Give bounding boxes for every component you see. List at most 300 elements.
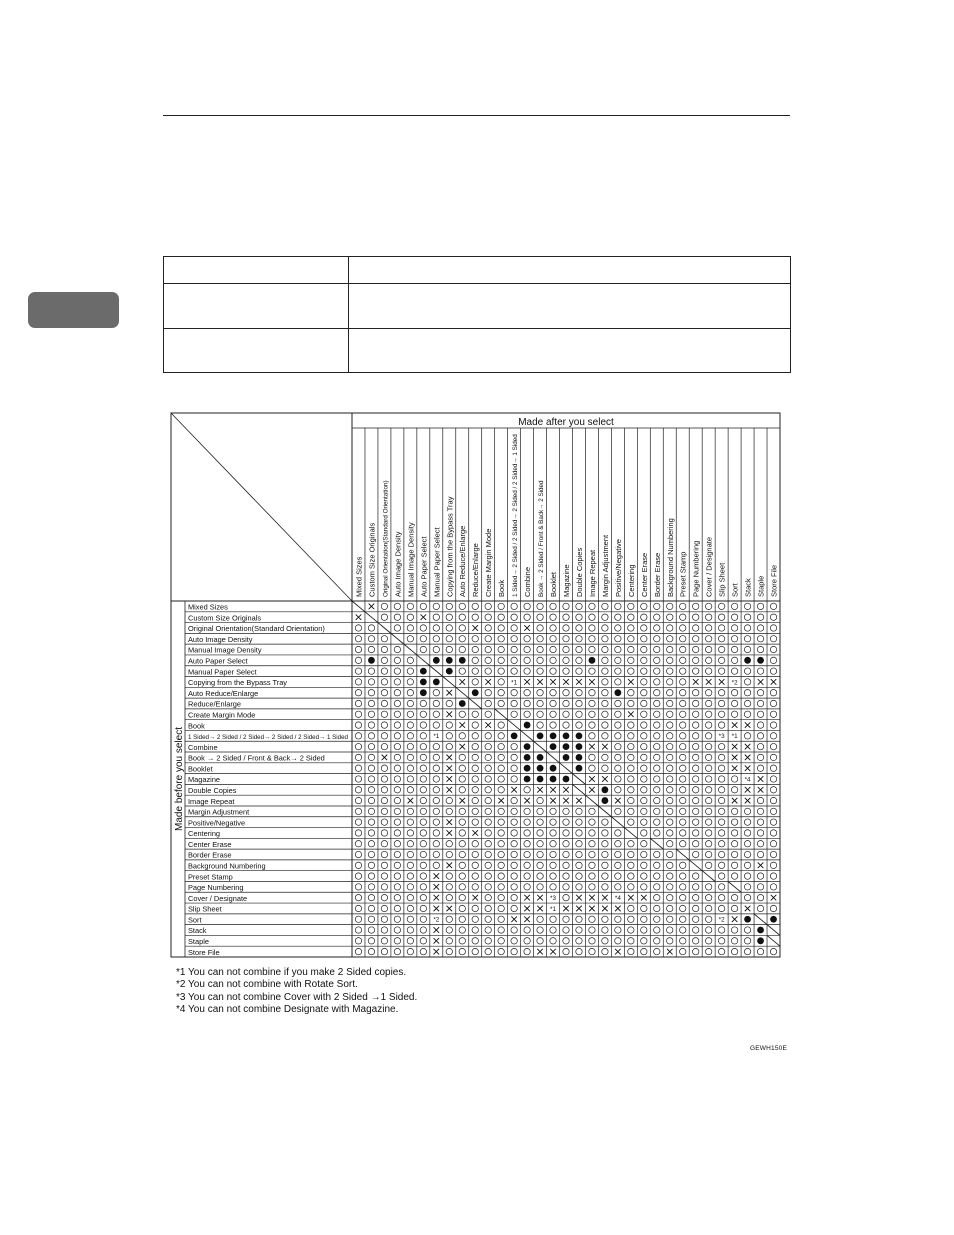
cell-compatible: [641, 819, 647, 825]
cell-compatible: [420, 841, 426, 847]
row-label: Custom Size Originals: [188, 613, 262, 623]
cell-compatible: [757, 733, 763, 739]
row-label: Centering: [188, 829, 221, 839]
cell-compatible: [770, 733, 776, 739]
cell-compatible: [589, 938, 595, 944]
cell-incompatible: [641, 895, 647, 901]
cell-compatible: [731, 636, 737, 642]
cell-compatible: [576, 927, 582, 933]
cell-compatible: [641, 679, 647, 685]
cell-compatible: [420, 948, 426, 954]
cell-compatible: [407, 743, 413, 749]
column-label: Sort: [730, 583, 740, 597]
cell-compatible: [667, 743, 673, 749]
cell-compatible: [537, 614, 543, 620]
cell-compatible: [615, 733, 621, 739]
cell-compatible: [550, 938, 556, 944]
cell-compatible: [615, 722, 621, 728]
cell-compatible: [511, 657, 517, 663]
cell-compatible: [355, 851, 361, 857]
cell-compatible: [705, 938, 711, 944]
cell-compatible: [355, 938, 361, 944]
cell-compatible: [705, 905, 711, 911]
cell-compatible: [407, 711, 413, 717]
cell-compatible: [615, 646, 621, 652]
cell-compatible: [615, 657, 621, 663]
cell-compatible: [498, 873, 504, 879]
cell-incompatible: [459, 679, 465, 685]
cell-compatible: [680, 808, 686, 814]
cell-compatible: [368, 862, 374, 868]
cell-compatible: [394, 679, 400, 685]
cell-compatible: [433, 603, 439, 609]
cell-compatible: [394, 905, 400, 911]
cell-compatible: [576, 657, 582, 663]
cell-incompatible: [459, 744, 465, 750]
cell-compatible: [718, 700, 724, 706]
cell-compatible: [667, 722, 673, 728]
cell-compatible: [472, 916, 478, 922]
cell-compatible: [446, 894, 452, 900]
cell-compatible: [757, 711, 763, 717]
cell-compatible: [498, 689, 504, 695]
cell-compatible: [472, 862, 478, 868]
cell-compatible: [667, 625, 673, 631]
column-label: Book: [497, 579, 507, 597]
cell-compatible: [381, 938, 387, 944]
cell-compatible: [355, 754, 361, 760]
cell-compatible: [485, 733, 491, 739]
cell-compatible: [459, 948, 465, 954]
cell-compatible: [744, 625, 750, 631]
cell-compatible: [394, 830, 400, 836]
cell-compatible: [705, 884, 711, 890]
column-label: Slip Sheet: [717, 562, 727, 597]
cell-compatible: [576, 700, 582, 706]
cell-compatible: [576, 808, 582, 814]
cell-compatible: [511, 754, 517, 760]
cell-compatible: [654, 722, 660, 728]
cell-compatible: [485, 851, 491, 857]
row-label: Auto Paper Select: [188, 656, 248, 666]
cell-compatible: [368, 830, 374, 836]
cell-incompatible: [693, 679, 699, 685]
row-label: Sort: [188, 915, 202, 925]
cell-compatible: [718, 776, 724, 782]
column-label: Custom Size Originals: [367, 522, 377, 597]
cell-incompatible: [446, 690, 452, 696]
cell-compatible: [667, 679, 673, 685]
cell-compatible: [550, 657, 556, 663]
cell-compatible: [381, 657, 387, 663]
cell-diagonal: [560, 763, 573, 774]
cell-compatible: [757, 808, 763, 814]
cell-compatible: [628, 743, 634, 749]
cell-compatible: [355, 927, 361, 933]
column-group-header: Made after you select: [518, 417, 614, 428]
cell-compatible: [602, 636, 608, 642]
cell-compatible: [654, 873, 660, 879]
cell-compatible: [563, 711, 569, 717]
cell-compatible: [524, 668, 530, 674]
cell-compatible: [654, 743, 660, 749]
cell-compatible: [511, 625, 517, 631]
cell-priority: [550, 732, 557, 739]
cell-compatible: [654, 603, 660, 609]
cell-compatible: [498, 916, 504, 922]
cell-compatible: [744, 646, 750, 652]
row-label: Stack: [188, 926, 207, 936]
cell-compatible: [744, 733, 750, 739]
cell-compatible: [459, 841, 465, 847]
cell-incompatible: [745, 787, 751, 793]
cell-compatible: [757, 830, 763, 836]
cell-compatible: [705, 830, 711, 836]
cell-compatible: [459, 776, 465, 782]
cell-compatible: [602, 614, 608, 620]
cell-compatible: [705, 776, 711, 782]
cell-compatible: [770, 862, 776, 868]
row-label: Center Erase: [188, 839, 232, 849]
cell-compatible: [472, 668, 478, 674]
cell-compatible: [355, 668, 361, 674]
row-label: 1 Sided→ 2 Sided / 2 Sided→ 2 Sided / 2 Sided→ 1 Sided: [188, 734, 348, 742]
cell-compatible: [394, 884, 400, 890]
cell-compatible: [654, 646, 660, 652]
cell-compatible: [381, 841, 387, 847]
cell-compatible: [641, 873, 647, 879]
cell-compatible: [407, 689, 413, 695]
cell-compatible: [524, 711, 530, 717]
cell-compatible: [550, 722, 556, 728]
cell-compatible: [615, 873, 621, 879]
cell-incompatible: [589, 787, 595, 793]
cell-compatible: [680, 873, 686, 879]
cell-compatible: [576, 830, 582, 836]
cell-compatible: [718, 830, 724, 836]
cell-compatible: [641, 700, 647, 706]
cell-compatible: [550, 700, 556, 706]
cell-compatible: [757, 636, 763, 642]
cell-incompatible: [511, 916, 517, 922]
cell-compatible: [705, 711, 711, 717]
cell-compatible: [420, 862, 426, 868]
column-label: Double Copies: [574, 547, 584, 597]
cell-compatible: [692, 765, 698, 771]
cell-compatible: [459, 625, 465, 631]
cell-compatible: [563, 948, 569, 954]
cell-footnote: *1: [731, 733, 738, 741]
cell-compatible: [589, 711, 595, 717]
cell-compatible: [744, 841, 750, 847]
cell-compatible: [446, 700, 452, 706]
row-label: Book → 2 Sided / Front & Back→ 2 Sided: [188, 753, 325, 763]
cell-compatible: [589, 830, 595, 836]
cell-incompatible: [446, 765, 452, 771]
cell-compatible: [576, 625, 582, 631]
cell-incompatible: [628, 711, 634, 717]
cell-compatible: [498, 668, 504, 674]
cell-compatible: [615, 636, 621, 642]
cell-compatible: [355, 905, 361, 911]
cell-compatible: [355, 722, 361, 728]
cell-compatible: [615, 830, 621, 836]
cell-priority: [550, 743, 557, 750]
cell-compatible: [485, 841, 491, 847]
cell-compatible: [680, 948, 686, 954]
cell-compatible: [641, 733, 647, 739]
cell-compatible: [459, 873, 465, 879]
cell-compatible: [407, 722, 413, 728]
cell-compatible: [602, 711, 608, 717]
cell-compatible: [654, 787, 660, 793]
cell-compatible: [472, 797, 478, 803]
cell-incompatible: [472, 625, 478, 631]
cell-compatible: [498, 603, 504, 609]
cell-compatible: [589, 884, 595, 890]
cell-incompatible: [498, 798, 504, 804]
cell-compatible: [381, 948, 387, 954]
cell-compatible: [654, 668, 660, 674]
cell-diagonal: [495, 709, 508, 720]
cell-compatible: [472, 808, 478, 814]
cell-compatible: [731, 948, 737, 954]
cell-compatible: [744, 948, 750, 954]
cell-compatible: [381, 894, 387, 900]
column-label: Stack: [743, 578, 753, 597]
cell-compatible: [705, 700, 711, 706]
cell-compatible: [537, 657, 543, 663]
cell-compatible: [692, 754, 698, 760]
cell-compatible: [407, 700, 413, 706]
cell-compatible: [667, 603, 673, 609]
cell-compatible: [680, 884, 686, 890]
footnote: *3 You can not combine Cover with 2 Sided →1 Sided.: [176, 991, 418, 1003]
cell-compatible: [628, 646, 634, 652]
cell-compatible: [667, 884, 673, 890]
cell-compatible: [667, 700, 673, 706]
cell-compatible: [394, 938, 400, 944]
cell-incompatible: [732, 798, 738, 804]
cell-compatible: [563, 808, 569, 814]
cell-compatible: [615, 614, 621, 620]
cell-compatible: [381, 905, 387, 911]
cell-compatible: [420, 603, 426, 609]
cell-diagonal: [404, 644, 417, 655]
cell-compatible: [485, 830, 491, 836]
cell-compatible: [667, 894, 673, 900]
cell-compatible: [407, 916, 413, 922]
cell-incompatible: [602, 776, 608, 782]
cell-compatible: [498, 679, 504, 685]
cell-incompatible: [563, 679, 569, 685]
cell-incompatible: [524, 916, 530, 922]
cell-compatible: [718, 787, 724, 793]
cell-priority: [563, 776, 570, 783]
cell-compatible: [680, 787, 686, 793]
cell-compatible: [602, 733, 608, 739]
cell-compatible: [459, 884, 465, 890]
cell-compatible: [472, 905, 478, 911]
cell-compatible: [563, 700, 569, 706]
cell-compatible: [355, 787, 361, 793]
cell-compatible: [589, 689, 595, 695]
cell-compatible: [368, 700, 374, 706]
cell-compatible: [420, 722, 426, 728]
cell-compatible: [744, 668, 750, 674]
cell-compatible: [498, 830, 504, 836]
row-label: Reduce/Enlarge: [188, 699, 242, 709]
cell-compatible: [641, 905, 647, 911]
cell-compatible: [770, 614, 776, 620]
cell-compatible: [511, 948, 517, 954]
cell-compatible: [589, 765, 595, 771]
cell-compatible: [368, 938, 374, 944]
cell-compatible: [731, 862, 737, 868]
cell-compatible: [757, 841, 763, 847]
cell-compatible: [511, 668, 517, 674]
cell-compatible: [705, 743, 711, 749]
cell-compatible: [628, 722, 634, 728]
cell-compatible: [485, 808, 491, 814]
cell-compatible: [744, 679, 750, 685]
cell-compatible: [355, 819, 361, 825]
cell-compatible: [524, 657, 530, 663]
cell-priority: [563, 732, 570, 739]
cell-incompatible: [771, 895, 777, 901]
cell-compatible: [602, 603, 608, 609]
cell-compatible: [524, 938, 530, 944]
cell-priority: [563, 743, 570, 750]
cell-compatible: [472, 711, 478, 717]
cell-compatible: [433, 722, 439, 728]
cell-compatible: [680, 722, 686, 728]
cell-compatible: [550, 927, 556, 933]
cell-compatible: [472, 819, 478, 825]
cell-compatible: [407, 614, 413, 620]
cell-compatible: [498, 787, 504, 793]
column-label: Staple: [756, 575, 766, 597]
cell-compatible: [420, 646, 426, 652]
cell-compatible: [654, 830, 660, 836]
cell-compatible: [485, 700, 491, 706]
cell-compatible: [550, 625, 556, 631]
cell-compatible: [394, 776, 400, 782]
cell-compatible: [602, 668, 608, 674]
cell-incompatible: [537, 679, 543, 685]
cell-compatible: [615, 754, 621, 760]
cell-compatible: [641, 765, 647, 771]
cell-compatible: [563, 657, 569, 663]
cell-compatible: [628, 819, 634, 825]
cell-compatible: [654, 894, 660, 900]
cell-compatible: [563, 927, 569, 933]
cell-compatible: [446, 841, 452, 847]
cell-compatible: [524, 862, 530, 868]
cell-compatible: [485, 743, 491, 749]
cell-diagonal: [702, 871, 715, 882]
cell-compatible: [744, 700, 750, 706]
cell-compatible: [757, 905, 763, 911]
cell-compatible: [589, 700, 595, 706]
cell-compatible: [680, 819, 686, 825]
cell-compatible: [550, 636, 556, 642]
cell-compatible: [641, 603, 647, 609]
cell-diagonal: [469, 698, 482, 709]
cell-priority: [511, 732, 518, 739]
cell-compatible: [770, 819, 776, 825]
cell-compatible: [485, 905, 491, 911]
cell-compatible: [654, 625, 660, 631]
column-label: Page Numbering: [691, 540, 701, 597]
cell-compatible: [654, 927, 660, 933]
cell-compatible: [381, 776, 387, 782]
cell-priority: [524, 765, 531, 772]
cell-compatible: [589, 603, 595, 609]
cell-compatible: [420, 765, 426, 771]
cell-compatible: [472, 873, 478, 879]
cell-compatible: [407, 636, 413, 642]
cell-compatible: [680, 797, 686, 803]
cell-priority: [589, 657, 596, 664]
cell-incompatible: [446, 755, 452, 761]
row-label: Border Erase: [188, 850, 232, 860]
cell-compatible: [770, 646, 776, 652]
cell-compatible: [537, 851, 543, 857]
cell-incompatible: [550, 787, 556, 793]
cell-compatible: [576, 603, 582, 609]
cell-diagonal: [624, 828, 637, 839]
cell-compatible: [537, 722, 543, 728]
cell-priority: [563, 754, 570, 761]
cell-incompatible: [434, 895, 440, 901]
cell-compatible: [628, 733, 634, 739]
cell-compatible: [680, 711, 686, 717]
cell-footnote: *4: [614, 895, 621, 903]
cell-compatible: [485, 927, 491, 933]
cell-incompatible: [550, 949, 556, 955]
cell-compatible: [498, 884, 504, 890]
cell-incompatible: [537, 949, 543, 955]
cell-compatible: [589, 754, 595, 760]
cell-compatible: [368, 625, 374, 631]
cell-compatible: [407, 603, 413, 609]
row-label: Mixed Sizes: [188, 602, 228, 612]
cell-compatible: [576, 819, 582, 825]
column-label: Image Repeat: [587, 549, 597, 597]
cell-compatible: [654, 948, 660, 954]
cell-compatible: [731, 905, 737, 911]
cell-compatible: [485, 625, 491, 631]
cell-compatible: [472, 841, 478, 847]
cell-compatible: [355, 948, 361, 954]
cell-compatible: [705, 841, 711, 847]
cell-compatible: [654, 938, 660, 944]
cell-compatible: [550, 851, 556, 857]
cell-compatible: [381, 873, 387, 879]
cell-compatible: [381, 711, 387, 717]
column-label: Auto Reduce/Enlarge: [458, 525, 468, 597]
cell-compatible: [498, 938, 504, 944]
cell-incompatible: [524, 625, 530, 631]
cell-priority: [459, 700, 466, 707]
cell-compatible: [394, 765, 400, 771]
cell-incompatible: [602, 906, 608, 912]
cell-compatible: [355, 646, 361, 652]
cell-compatible: [615, 841, 621, 847]
cell-compatible: [654, 636, 660, 642]
cell-compatible: [511, 938, 517, 944]
